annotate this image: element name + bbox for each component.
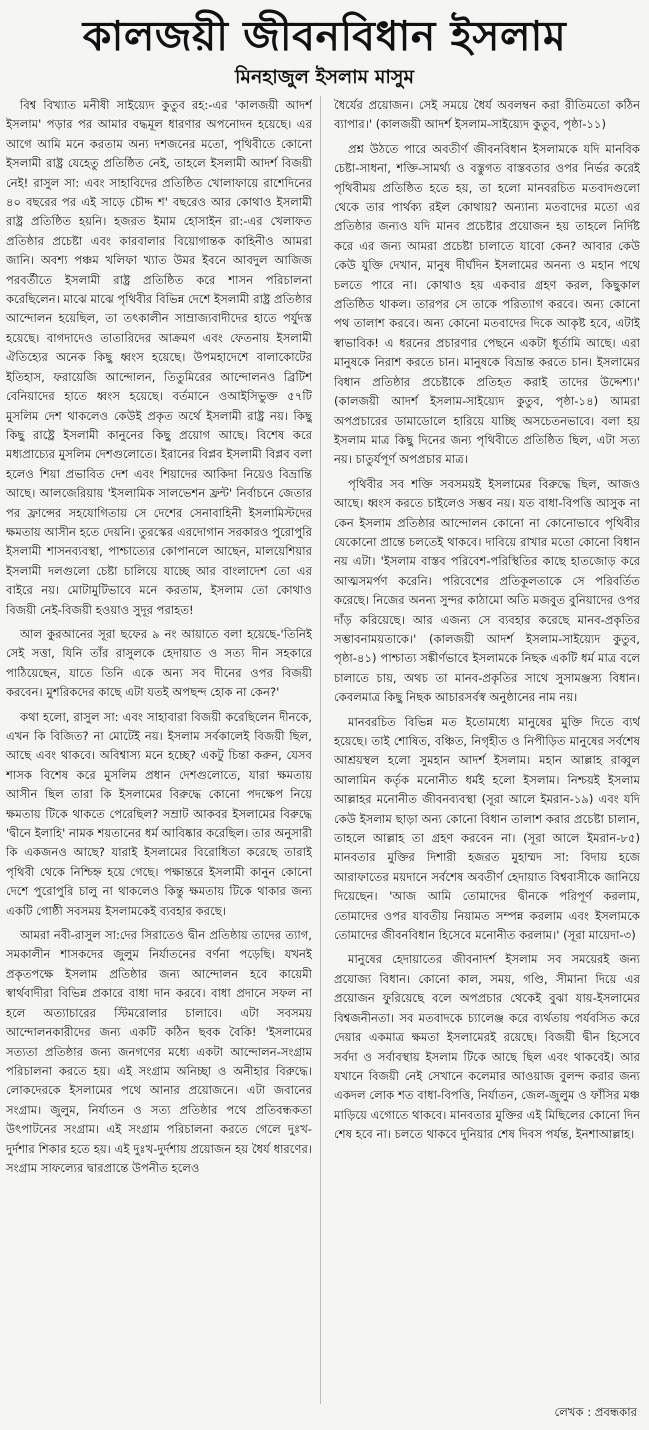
paragraph: বিশ্ব বিখ্যাত মনীষী সাইয়্যেদ কুতুব রহ:-এর 'কালজয়ী আদর্শ ইসলাম' পড়ার পর আমার বদ্ধমূল ধারণার অপনোদন হয়েছে। এর আগে আমি মনে করতাম অন্য দশজনের মতো, পৃথিবীতে কোনো ইসলামী রাষ্ট্র যেহেতু প্রতিষ্ঠিত নেই, তাহলে ইসলামী আদর্শ বিজয়ী নেই! রাসুল সা: এবং সাহাবিদের প্রতিষ্ঠিত খোলাফায়ে রাশেদিনের ৪০ বছরের পর এই সাড়ে চৌদ্দ শ' বছরেও আর কোথাও ইসলামী রাষ্ট্র প্রতিষ্ঠিত হয়নি। হজরত ইমাম হোসাইন রা:-এর খেলাফত প্রতিষ্ঠার প্রচেষ্টা এবং কারবালার বিয়োগান্তক কাহিনীও আমরা জানি। অবশ্য পঞ্চম খলিফা খ্যাত উমর ইবনে আবদুল আজিজ পরবর্তীতে ইসলামী রাষ্ট্র প্রতিষ্ঠিত করে শাসন পরিচালনা করেছিলেন। মাঝে মাঝে পৃথিবীর বিভিন্ন দেশে ইসলামী রাষ্ট্র প্রতিষ্ঠার আন্দোলন হয়েছিল, তা তৎকালীন সাম্রাজ্যবাদীদের হাতে পর্যুদস্ত হয়েছে। বাগদাদেও তাতারিদের আক্রমণ এবং ফেতনায় ইসলামী ঐতিহ্যের অনেক কিছু ধ্বংস হয়েছে। উপমহাদেশে বালাকোটের ইতিহাস, ফরায়েজি আন্দোলন, তিতুমিরের আন্দোলনও ব্রিটিশ বেনিয়াদের হাতে ধ্বংস হয়েছে। বর্তমানে ওআইসিভুক্ত ৫৭টি মুসলিম দেশ থাকলেও কেউই প্রকৃত অর্থে ইসলামী রাষ্ট্র নয়। কিছু কিছু রাষ্ট্রে ইসলামী কানুনের কিছু প্রয়োগ আছে। বিশেষ করে মধ্যপ্রাচ্যের মুসলিম দেশগুলোতে। ইরানের বিপ্লব ইসলামী বিপ্লব বলা হলেও শিয়া প্রভাবিত দেশ এবং শিয়াদের আকিদা নিয়েও বিভ্রান্তি আছে। আলজেরিয়ায় 'ইসলামিক সালভেশন ফ্রন্ট' নির্বাচনে জেতার পর ফ্রান্সের সহযোগিতায় সে দেশের সেনাবাহিনী ইসলামিস্টদের ক্ষমতায় আসীন হতে দেয়নি। তুরস্কের এরদোগান সরকারও পুরোপুরি ইসলামী শাসনব্যবস্থা, পাশ্চাত্যের কোপানলে আছেন, মালয়েশিয়ার ইসলামী দলগুলো চেষ্টা চালিয়ে যাচ্ছে আর বাংলাদেশ তো এর বাইরে নয়। মোটামুটিভাবে মনে করতাম, ইসলাম তো কোথাও বিজয়ী নেই-বিজয়ী হওয়াও সুদূর পরাহত! bbox=[6, 98, 312, 617]
paragraph: কথা হলো, রাসুল সা: এবং সাহাবারা বিজয়ী করেছিলেন দীনকে, এখন কি বিজিত? না মোটেই নয়। ইসলাম সর্বকালেই বিজয়ী ছিল, আছে এবং থাকবে। অবিশ্বাস্য মনে হচ্ছে? একটু চিন্তা করুন, যেসব শাসক বিশেষ করে মুসলিম প্রধান দেশগুলোতে, যারা ক্ষমতায় আসীন ছিল তারা কি ইসলামের বিরুদ্ধে কোনো পদক্ষেপ নিয়ে ক্ষমতায় টিকে থাকতে পেরেছিল? সম্রাট আকবর ইসলামের বিরুদ্ধে 'দ্বীনে ইলাহি' নামক শয়তানের ধর্ম আবিষ্কার করেছিল। তার অনুসারী কি একজনও আছে? যারাই ইসলামের বিরোধিতা করেছে তারাই পৃথিবী থেকে নিশ্চিহ্ন হয়ে গেছে। পক্ষান্তরে ইসলামী কানুন কোনো দেশে পুরোপুরি চালু না থাকলেও কিন্তু ক্ষমতায় টিকে থাকার জন্য একটি গোষ্ঠী সবসময় ইসলামকেই ব্যবহার করছে। bbox=[6, 709, 312, 918]
paragraph: পৃথিবীর সব শক্তি সবসময়ই ইসলামের বিরুদ্ধে ছিল, আজও আছে। ধ্বংস করতে চাইলেও সম্ভব নয়। যত বাধা-বিপত্তি আসুক না কেন ইসলাম প্রতিষ্ঠার আন্দোলন কোনো না কোনোভাবে পৃথিবীর যেকোনো প্রান্তে চলতেই থাকবে। দাবিয়ে রাখার মতো কোনো বিধান নয় এটা। 'ইসলাম বাস্তব পরিবেশ-পরিস্থিতির কাছে হাতজোড় করে আত্মসমর্পণ করেনি। পরিবেশের প্রতিকূলতাকে সে পরিবর্তিত করেছে। নিজের অনন্য সুন্দর কাঠামো অতি মজবুত বুনিয়াদের ওপর দাঁড় করিয়েছে। আর এজন্য সে ব্যবহার করেছে মানব-প্রকৃতির সম্ভাবনাময়তাকে।' (কালজয়ী আদর্শ ইসলাম-সাইয়্যেদ কুতুব, পৃষ্ঠা-৪১) পাশ্চাত্য সঙ্কীর্ণভাবে ইসলামকে নিছক একটি ধর্ম মাত্র বলে চালাতে চায়, অথচ তা মানব-প্রকৃতির সাথে সুসামঞ্জস্য বিধান। কেবলমাত্র কিছু নিছক আচারসর্বস্ব অনুষ্ঠানের নাম নয়। bbox=[334, 476, 640, 705]
paragraph: প্রশ্ন উঠতে পারে অবতীর্ণ জীবনবিধান ইসলামকে যদি মানবিক চেষ্টা-সাধনা, শক্তি-সামর্থ্য ও বস্তুগত বাস্তবতার ওপর নির্ভর করেই পৃথিবীময় প্রতিষ্ঠিত হতে হয়, তা হলো মানবরচিত মতবাদগুলো থেকে তার পার্থক্য রইল কোথায়? অন্যান্য মতবাদের মতো এর প্রতিষ্ঠার জন্যও যদি মানব প্রচেষ্টার প্রয়োজন হয় তাহলে নির্দিষ্ট করে এর জন্য আমরা প্রচেষ্টা চালাতে যাবো কেন? আবার কেউ কেউ যুক্তি দেখান, মানুষ দীর্ঘদিন ইসলামের অনন্য ও মহান পথে চলতে পারে না। কোথাও হয় একবার গ্রহণ করল, কিছুকাল প্রতিষ্ঠিত থাকল। তারপর সে তাকে পরিত্যাগ করবে। অন্য কোনো পথ তালাশ করবে। অন্য কোনো মতবাদের দিকে আকৃষ্ট হবে, এটাই স্বাভাবিক! এ ধরনের প্রচারণার পেছনে একটা ধূর্তামি আছে। এরা মানুষকে নিরাশ করতে চান। মানুষকে বিভ্রান্ত করতে চান। ইসলামের বিধান প্রতিষ্ঠার প্রচেষ্টাকে প্রতিহত করাই তাদের উদ্দেশ্য।' (কালজয়ী আদর্শ ইসলাম-সাইয়্যেদ কুতুব, পৃষ্ঠা-১৪) আমরা অপপ্রচারের ডামাডোলে হারিয়ে যাচ্ছি অসচেতনভাবে। বলা হয় ইসলাম মাত্র কিছু দিনের জন্য পৃথিবীতে প্রতিষ্ঠিত ছিল, এটা সত্য নয়। চাতুর্যপূর্ণ অপপ্রচার মাত্র। bbox=[334, 141, 640, 467]
author-byline: লেখক : প্রবন্ধকার bbox=[554, 1405, 637, 1419]
right-column bbox=[334, 96, 640, 1406]
article-author: মিনহাজুল ইসলাম মাসুম bbox=[234, 66, 414, 88]
paragraph: মানবরচিত বিভিন্ন মত ইতোমধ্যে মানুষের মুক্তি দিতে ব্যর্থ হয়েছে। তাই শোষিত, বঞ্চিত, নিগৃহীত ও নিপীড়িত মানুষের সর্বশেষ আশ্রয়স্থল হলো সুমহান আদর্শ ইসলাম। মহান আল্লাহ রাব্বুল আলামিন কর্তৃক মনোনীত ধর্মই হলো ইসলাম। নিশ্চয়ই ইসলাম আল্লাহর মনোনীত জীবনব্যবস্থা (সূরা আলে ইমরান-১৯) এবং যদি কেউ ইসলাম ছাড়া অন্য কোনো বিধান তালাশ করার প্রচেষ্টা চালান, তাহলে আল্লাহ তা গ্রহণ করবেন না। (সূরা আলে ইমরান-৮৫) মানবতার মুক্তির দিশারী হজরত মুহাম্মদ সা: বিদায় হজে আরাফাতের ময়দানে সর্বশেষ অবতীর্ণ হেদায়াত বিশ্ববাসীকে জানিয়ে দিয়েছেন। 'আজ আমি তোমাদের দ্বীনকে পরিপূর্ণ করলাম, তোমাদের ওপর যাবতীয় নিয়ামত সম্পন্ন করলাম এবং ইসলামকে তোমাদের জীবনবিধান হিসেবে মনোনীত করলাম।' (সূরা মায়েদা-৩) bbox=[334, 714, 640, 943]
paragraph: ধৈর্যের প্রয়োজন। সেই সময়ে ধৈর্য অবলম্বন করা রীতিমতো কঠিন ব্যাপার।' (কালজয়ী আদর্শ ইসলাম-সাইয়্যেদ কুতুব, পৃষ্ঠা-১১) bbox=[334, 98, 640, 132]
paragraph: মানুষের হেদায়াতের জীবনাদর্শ ইসলাম সব সময়েরই জন্য প্রযোজ্য বিধান। কোনো কাল, সময়, গণ্ডি, সীমানা দিয়ে এর প্রয়োজন ফুরিয়েছে বলে অপপ্রচার থেকেই বুঝা যায়-ইসলামের বিশ্বজনীনতা। সব মতবাদকে চ্যালেঞ্জ করে ব্যর্থতায় পর্যবসিত করে দেয়ার একমাত্র ক্ষমতা ইসলামেরই রয়েছে। বিজয়ী দ্বীন হিসেবে সর্বদা ও সর্বাবস্থায় ইসলাম টিকে আছে ছিল এবং থাকবেই। আর যখানে বিজয়ী নেই সেখানে কলেমার আওয়াজ বুলন্দ করার জন্য একদল লোক শত বাধা-বিপত্তি, নির্যাতন, জেল-জুলুম ও ফাঁসির মঞ্চ মাড়িয়ে এগোতে থাকবে। মানবতার মুক্তির এই মিছিলের কোনো দিন শেষ হবে না। চলতে থাকবে দুনিয়ার শেষ দিবস পর্যন্ত, ইনশাআল্লাহ। bbox=[334, 952, 640, 1142]
paragraph: আল কুরআনের সূরা ছফের ৯ নং আয়াতে বলা হয়েছে-'তিনিই সেই সত্তা, যিনি তাঁর রাসুলকে হেদায়াত ও সত্য দীন সহকারে পাঠিয়েছেন, যাতে তিনি একে অন্য সব দীনের ওপর বিজয়ী করবেন। মুশরিকদের কাছে এটা যতই অপছন্দ হোক না কেন?' bbox=[6, 626, 312, 700]
left-column bbox=[6, 96, 312, 1406]
column-divider bbox=[320, 96, 321, 1404]
article-title: কালজয়ী জীবনবিধান ইসলাম bbox=[82, 12, 567, 60]
paragraph: আমরা নবী-রাসুল সা:দের সিরাতেও দ্বীন প্রতিষ্ঠায় তাদের ত্যাগ, সমকালীন শাসকদের জুলুম নির্যাতনের বর্ণনা পড়েছি। যখনই প্রকৃতপক্ষে ইসলাম প্রতিষ্ঠার জন্য আন্দোলন হবে কায়েমী স্বার্থবাদীরা বিভিন্ন প্রকারে বাধা দান করবে। বাধা প্রদানে সফল না হলে অত্যাচারের স্টিমরোলার চালাবে। এটা সবসময় আন্দোলনকারীদের জন্য একটি কঠিন ছবক বৈকি! 'ইসলামের সত্যতা প্রতিষ্ঠার জন্য জনগণের মধ্যে একটা আন্দোলন-সংগ্রাম পরিচালনা করতে হয়। এই সংগ্রাম অনিচ্ছা ও অনীহার বিরুদ্ধে। লোকদেরকে ইসলামের পথে আনার প্রয়োজনে। এটা জবানের সংগ্রাম। জুলুম, নির্যাতন ও সত্য প্রতিষ্ঠার পথে প্রতিবন্ধকতা উৎপাটনের সংগ্রাম। এই সংগ্রাম পরিচালনা করতে গেলে দুঃখ-দুর্দশার শিকার হতে হয়। এই দুঃখ-দুর্দশায় প্রয়োজন হয় ধৈর্য ধারণের। সংগ্রাম সাফল্যের দ্বারপ্রান্তে উপনীত হলেও bbox=[6, 928, 312, 1175]
